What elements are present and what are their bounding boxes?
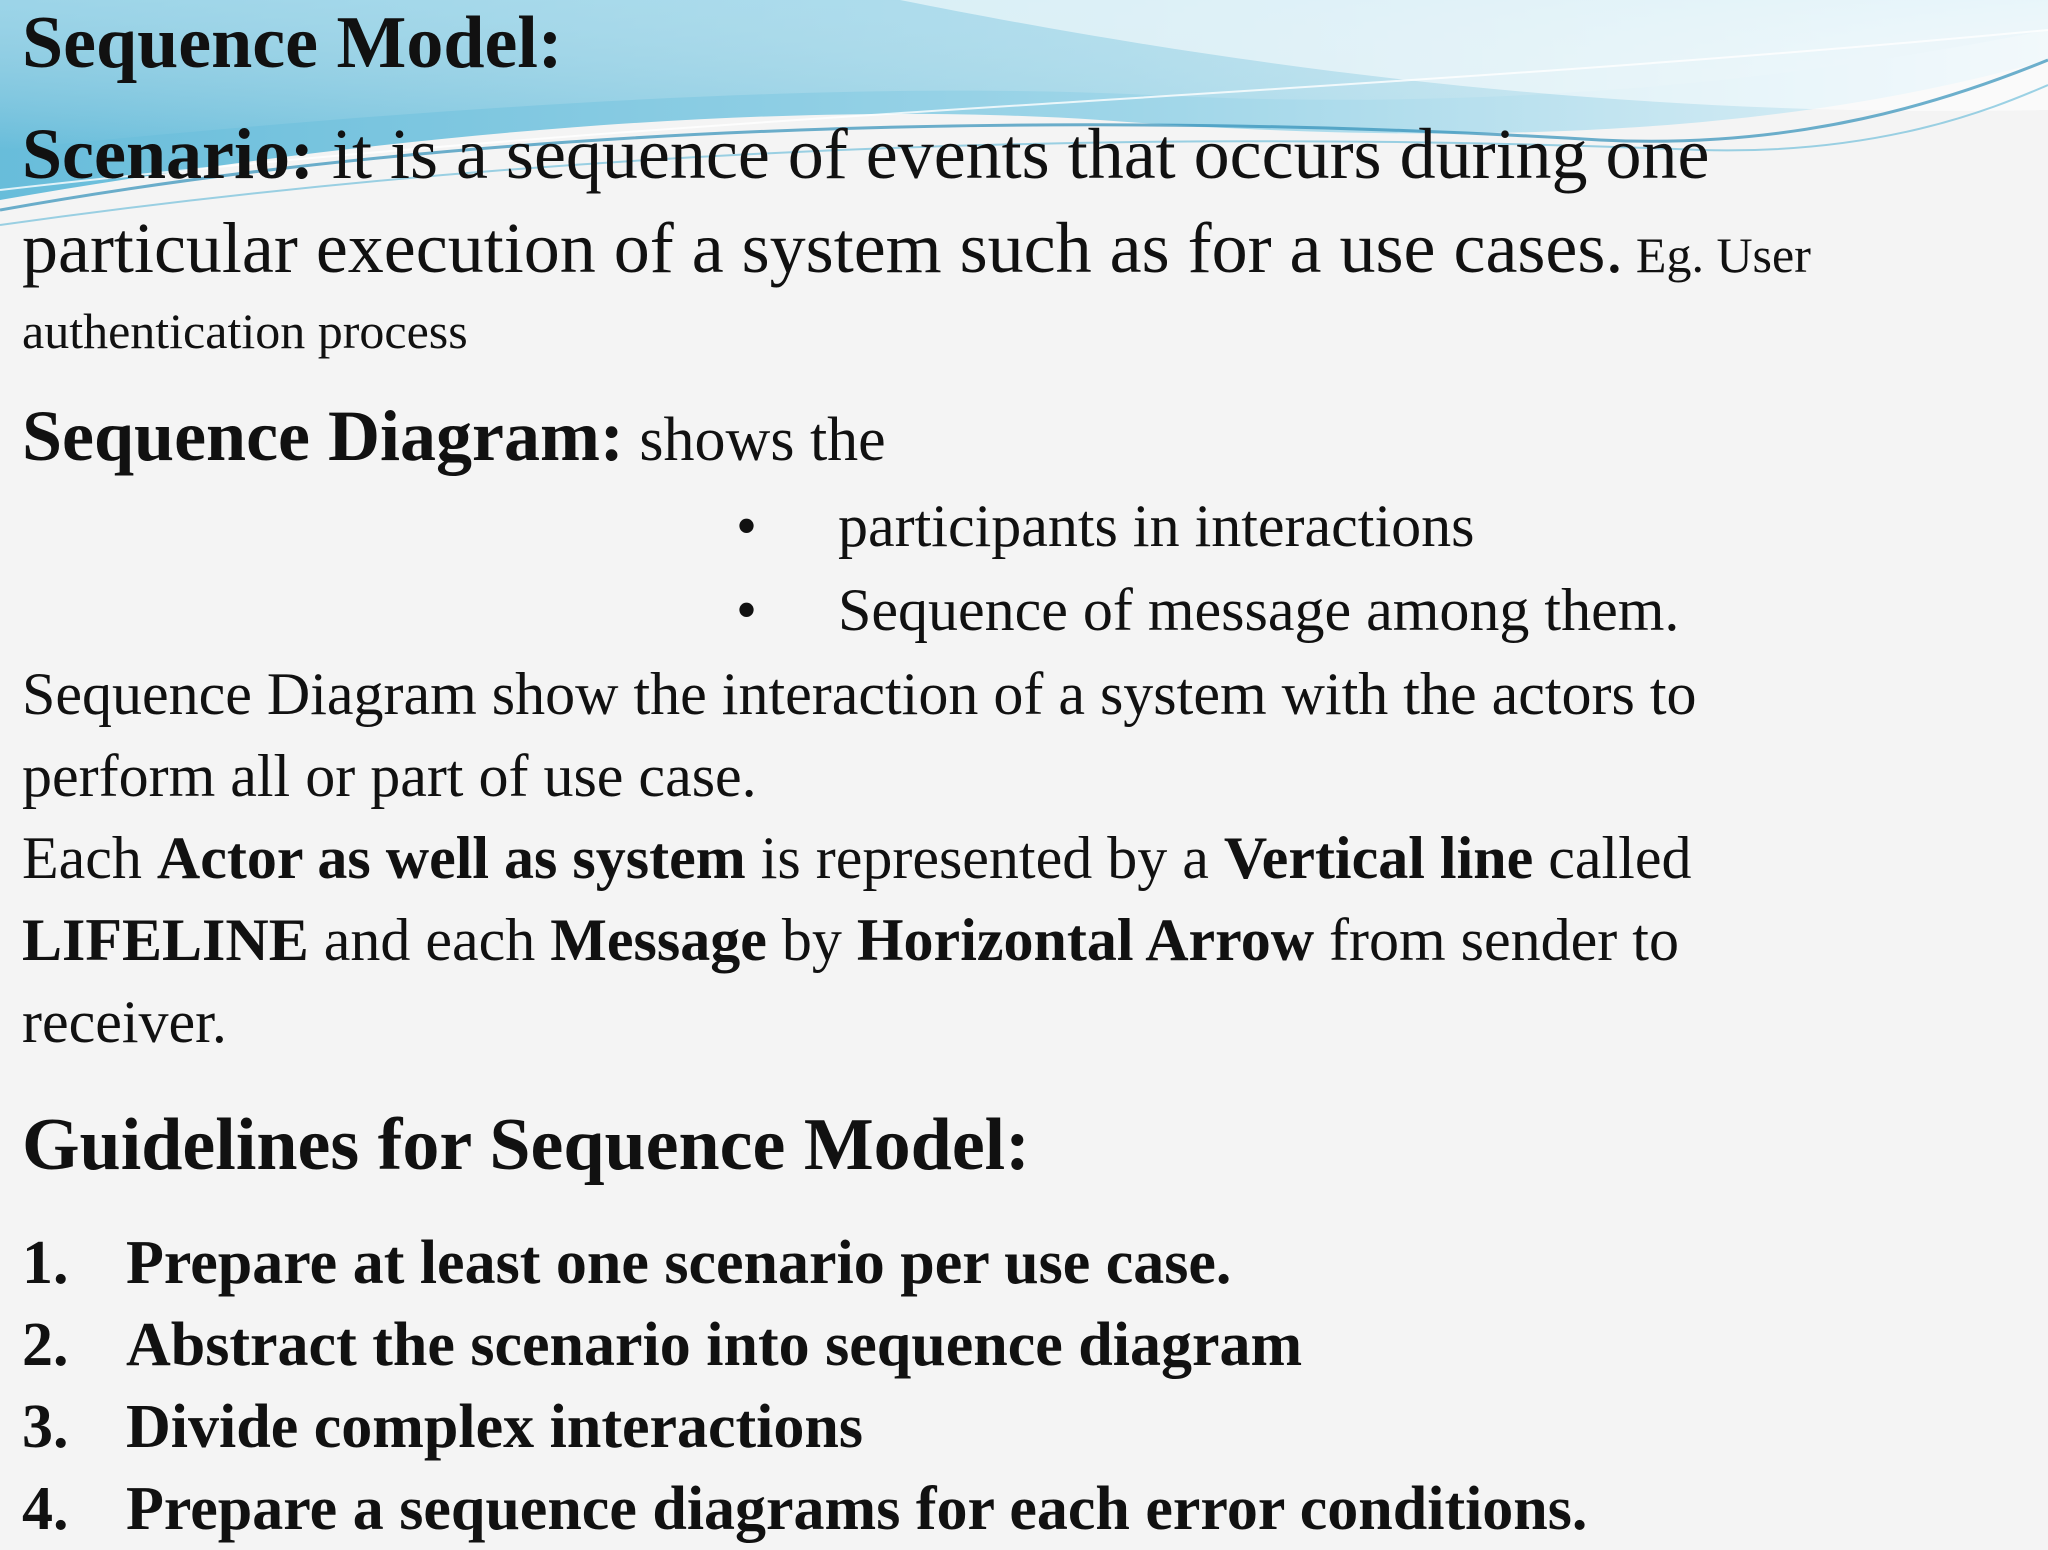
guideline-item-2 [22,1311,1522,1386]
text-actor-system: Actor as well as system [156,825,746,891]
paragraph-line-1: Sequence Diagram show the interaction of a system with the actors to [22,661,1697,727]
text-and-each: and each [308,907,551,973]
slide-title: Sequence Model: [22,2,563,84]
text-vertical-line: Vertical line [1223,825,1534,891]
text-horizontal-arrow: Horizontal Arrow [856,907,1315,973]
bullet-dot-icon: • [736,577,758,643]
guideline-text: Prepare a sequence diagrams for each error conditions. [126,1475,1588,1543]
bullet-text: Sequence of message among them. [838,577,1680,643]
paragraph-line-2: perform all or part of use case. [22,743,757,809]
bullet-text: participants in interactions [838,493,1475,559]
guidelines-title: Guidelines for Sequence Model: [22,1104,1030,1186]
scenario-line-1 [22,114,1710,194]
guideline-item-4 [22,1475,1822,1550]
scenario-text-1: it is a sequence of events that occurs during one [313,114,1710,194]
guideline-number: 4. [22,1475,69,1543]
scenario-example-1: Eg. User [1623,227,1811,283]
guideline-text: Abstract the scenario into sequence diagram [126,1311,1303,1379]
paragraph-line-5: receiver. [22,989,227,1055]
guideline-number: 2. [22,1311,69,1379]
text-called: called [1533,825,1692,891]
guideline-text: Divide complex interactions [126,1393,864,1461]
bullet-item-sequence [736,577,1836,650]
bullet-item-participants [736,493,1636,566]
paragraph-line-4 [22,907,1679,973]
guideline-item-3 [22,1393,1522,1468]
scenario-text-2: particular execution of a system such as for a use cases. [22,208,1624,288]
guideline-number: 1. [22,1229,69,1297]
text-each: Each [22,825,157,891]
guideline-text: Prepare at least one scenario per use case. [126,1229,1232,1297]
text-message: Message [550,907,767,973]
sequence-diagram-label: Sequence Diagram: [22,396,624,476]
sequence-diagram-intro: shows the [623,406,886,474]
text-lifeline: LIFELINE [22,907,309,973]
text-by: by [766,907,857,973]
guideline-number: 3. [22,1393,69,1461]
scenario-example-2: authentication process [22,303,468,359]
text-sender-to: from sender to [1314,907,1679,973]
bullet-dot-icon: • [736,493,758,559]
paragraph-line-3 [22,825,1692,891]
scenario-line-2 [22,208,1811,288]
scenario-label: Scenario: [22,114,314,194]
guideline-item-1 [22,1229,1522,1304]
sequence-diagram-heading [22,396,886,476]
text-represented: is represented by a [745,825,1224,891]
